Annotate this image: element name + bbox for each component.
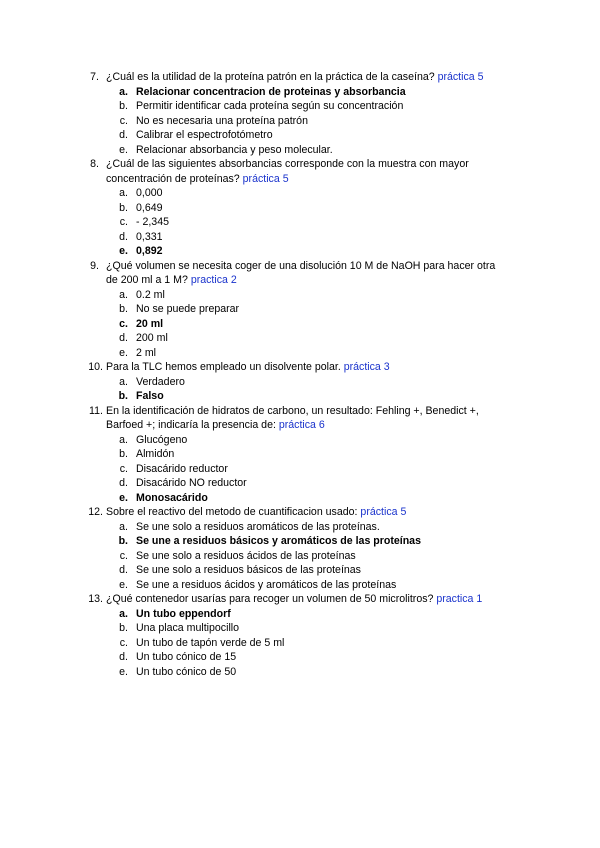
option-letter: c. xyxy=(119,636,128,649)
option-text: Permitir identificar cada proteína según su concentración xyxy=(136,100,404,112)
answer-option xyxy=(0,201,600,216)
question-text: ¿Cuál de las siguientes absorbancias corresponde con la muestra con mayor xyxy=(106,158,469,170)
answer-option xyxy=(0,186,600,201)
option-text: 0,649 xyxy=(136,201,163,214)
option-text: 20 ml xyxy=(136,317,164,330)
question-number: 8. xyxy=(90,158,99,170)
option-text: Una placa multipocillo xyxy=(136,622,240,634)
practice-link[interactable]: práctica 5 xyxy=(437,71,484,83)
option-letter: a. xyxy=(119,520,128,533)
answer-option xyxy=(0,621,600,636)
question-text-line xyxy=(0,273,526,288)
question-text: Barfoed +; indicaría la presencia de: xyxy=(106,419,276,431)
option-text: Un tubo eppendorf xyxy=(136,607,231,620)
answer-option xyxy=(0,302,600,317)
option-text: Glucógeno xyxy=(136,433,188,446)
answer-option xyxy=(0,433,600,448)
option-text: 0,000 xyxy=(136,187,163,199)
option-text: Se une solo a residuos ácidos de las proteínas xyxy=(136,549,356,562)
option-letter: c. xyxy=(119,317,128,330)
option-text: 0,331 xyxy=(136,230,163,243)
answer-option xyxy=(0,491,600,506)
practice-link[interactable]: práctica 5 xyxy=(360,506,407,518)
question-text: ¿Qué contenedor usarías para recoger un volumen de 50 microlitros? xyxy=(106,593,434,605)
question-text: ¿Cuál es la utilidad de la proteína patrón en la práctica de la caseína? xyxy=(106,71,435,83)
option-letter: c. xyxy=(119,462,128,475)
option-letter: b. xyxy=(119,201,128,214)
option-text: Almidón xyxy=(136,448,175,460)
practice-link[interactable]: práctica 5 xyxy=(242,172,289,185)
option-letter: e. xyxy=(119,665,128,678)
answer-option xyxy=(0,288,600,303)
answer-option xyxy=(0,230,600,245)
answer-option xyxy=(0,476,600,491)
answer-option xyxy=(0,447,600,462)
option-text: 200 ml xyxy=(136,332,168,344)
question-6 xyxy=(0,592,600,679)
question-text: En la identificación de hidratos de carbono, un resultado: Fehling +, Benedict +, xyxy=(106,404,479,417)
option-letter: c. xyxy=(119,549,128,562)
question-2 xyxy=(0,259,600,361)
answer-option xyxy=(0,85,600,100)
question-5 xyxy=(0,505,600,592)
answer-option xyxy=(0,99,600,114)
question-text-line xyxy=(0,172,526,187)
option-text: Verdadero xyxy=(136,375,185,388)
option-text: Se une solo a residuos aromáticos de las proteínas. xyxy=(136,520,380,533)
option-letter: c. xyxy=(119,216,128,228)
option-letter: b. xyxy=(119,100,128,112)
option-letter: b. xyxy=(119,448,128,460)
question-list xyxy=(0,70,600,679)
answer-option xyxy=(0,375,600,390)
question-text: Sobre el reactivo del metodo de cuantificacion usado: xyxy=(106,506,358,518)
answer-option xyxy=(0,534,600,549)
question-text-line xyxy=(106,259,526,274)
question-text: ¿Qué volumen se necesita coger de una disolución 10 M de NaOH para hacer otra xyxy=(106,259,496,272)
answer-option xyxy=(0,128,600,143)
practice-link[interactable]: practica 2 xyxy=(190,274,237,286)
option-text: Relacionar absorbancia y peso molecular. xyxy=(136,143,333,156)
option-letter: a. xyxy=(119,288,128,301)
question-1 xyxy=(0,157,600,259)
option-letter: d. xyxy=(119,230,128,243)
option-letter: d. xyxy=(119,477,128,489)
answer-option xyxy=(0,650,600,665)
option-text: No se puede preparar xyxy=(136,303,240,315)
option-letter: b. xyxy=(118,390,128,402)
question-text-line xyxy=(0,418,526,433)
question-text-line xyxy=(106,360,526,375)
practice-link[interactable]: práctica 6 xyxy=(278,419,325,431)
question-number: 9. xyxy=(90,259,99,272)
option-text: Disacárido reductor xyxy=(136,462,228,475)
answer-option xyxy=(0,607,600,622)
answer-option xyxy=(0,346,600,361)
option-letter: a. xyxy=(119,85,128,98)
option-letter: d. xyxy=(119,332,128,344)
option-letter: b. xyxy=(119,622,128,634)
question-text-line xyxy=(106,505,526,520)
option-text: Falso xyxy=(136,390,164,402)
option-letter: d. xyxy=(119,651,128,663)
option-letter: e. xyxy=(119,245,128,257)
option-letter: b. xyxy=(118,535,128,547)
option-text: Calibrar el espectrofotómetro xyxy=(136,129,273,141)
practice-link[interactable]: práctica 3 xyxy=(343,361,390,373)
question-0 xyxy=(0,70,600,157)
option-text: 0.2 ml xyxy=(136,288,165,301)
question-3 xyxy=(0,360,600,404)
answer-option xyxy=(0,578,600,593)
option-letter: a. xyxy=(119,607,128,620)
option-letter: d. xyxy=(119,129,128,141)
option-letter: a. xyxy=(119,187,128,199)
answer-option xyxy=(0,114,600,129)
answer-option xyxy=(0,520,600,535)
question-text: concentración de proteínas? xyxy=(106,172,240,185)
option-letter: a. xyxy=(119,375,128,388)
answer-option xyxy=(0,549,600,564)
option-text: Un tubo de tapón verde de 5 ml xyxy=(136,636,285,649)
option-letter: e. xyxy=(119,346,128,359)
question-text-line xyxy=(106,70,526,85)
option-text: Disacárido NO reductor xyxy=(136,477,247,489)
option-text: Un tubo cónico de 15 xyxy=(136,651,237,663)
option-letter: a. xyxy=(119,433,128,446)
answer-option xyxy=(0,665,600,680)
question-number: 13. xyxy=(88,593,103,605)
answer-option xyxy=(0,244,600,259)
question-text-line xyxy=(106,592,526,607)
question-number: 10. xyxy=(88,361,103,373)
option-text: Se une solo a residuos básicos de las proteínas xyxy=(136,564,361,576)
answer-option xyxy=(0,143,600,158)
answer-option xyxy=(0,215,600,230)
question-text: de 200 ml a 1 M? xyxy=(106,274,188,286)
answer-option xyxy=(0,389,600,404)
option-text: Se une a residuos ácidos y aromáticos de las proteínas xyxy=(136,578,397,591)
answer-option xyxy=(0,563,600,578)
option-text: Monosacárido xyxy=(136,491,208,504)
option-letter: b. xyxy=(119,303,128,315)
option-letter: e. xyxy=(119,143,128,156)
question-number: 7. xyxy=(90,71,99,83)
option-letter: e. xyxy=(119,578,128,591)
question-number: 12. xyxy=(88,506,103,518)
practice-link[interactable]: practica 1 xyxy=(436,593,483,605)
option-letter: e. xyxy=(119,491,128,504)
option-letter: c. xyxy=(119,114,128,127)
option-text: No es necesaria una proteína patrón xyxy=(136,114,308,127)
option-text: 2 ml xyxy=(136,346,157,359)
question-text-line xyxy=(106,157,526,172)
question-4 xyxy=(0,404,600,506)
question-number: 11. xyxy=(89,404,103,417)
answer-option xyxy=(0,317,600,332)
option-text: - 2,345 xyxy=(136,216,169,228)
option-text: Relacionar concentracion de proteinas y absorbancia xyxy=(136,85,406,98)
question-text: Para la TLC hemos empleado un disolvente polar. xyxy=(106,361,341,373)
answer-option xyxy=(0,636,600,651)
answer-option xyxy=(0,462,600,477)
option-text: Se une a residuos básicos y aromáticos de las proteínas xyxy=(136,535,421,547)
option-text: 0,892 xyxy=(136,245,163,257)
question-text-line xyxy=(106,404,526,419)
answer-option xyxy=(0,331,600,346)
option-text: Un tubo cónico de 50 xyxy=(136,665,237,678)
option-letter: d. xyxy=(119,564,128,576)
